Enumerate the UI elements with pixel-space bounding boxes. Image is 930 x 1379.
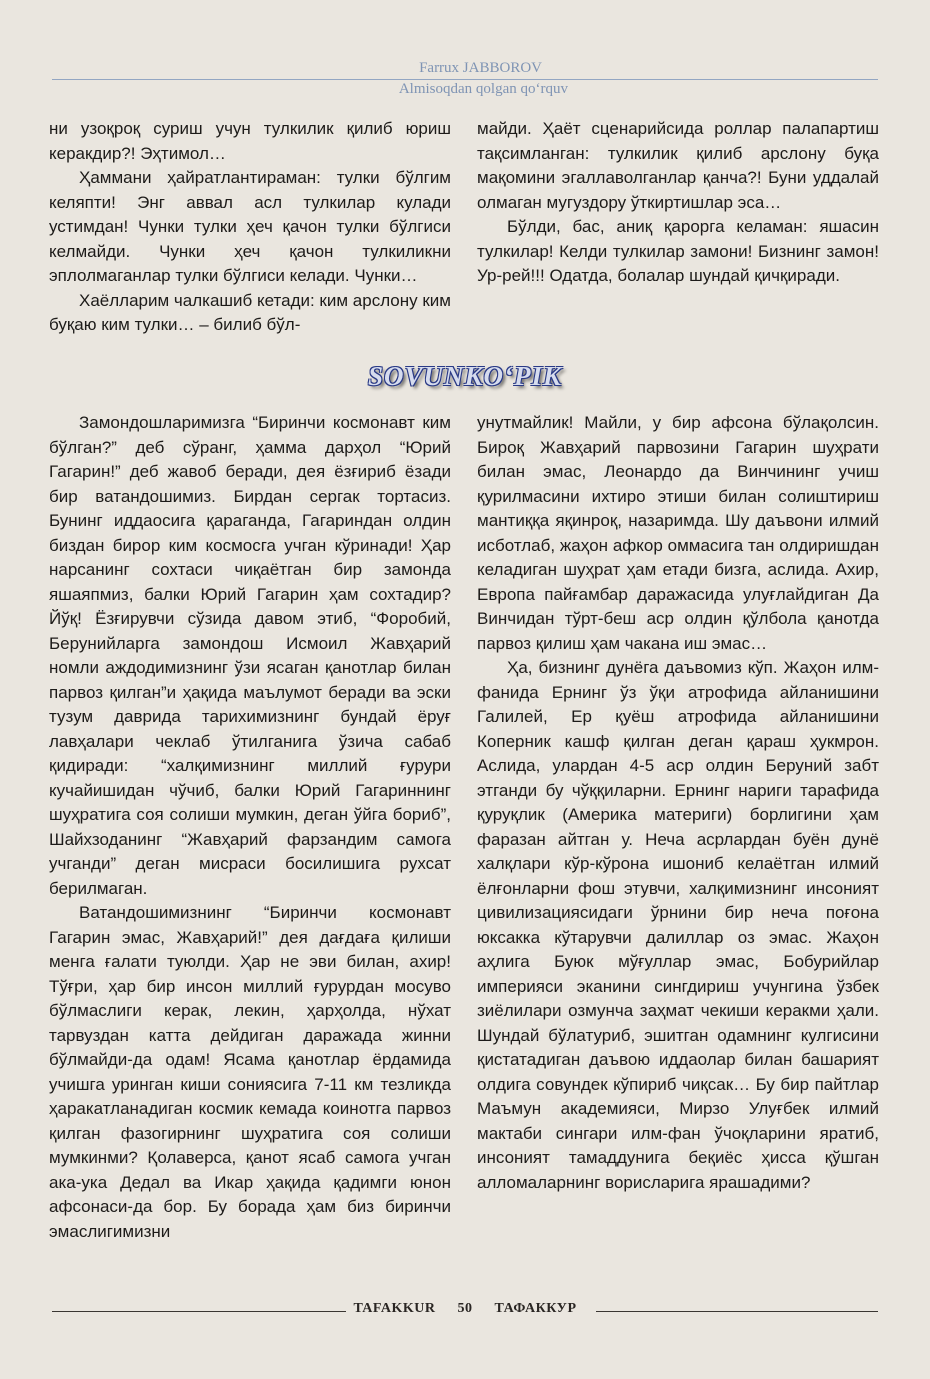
paragraph: Бўлди, бас, аниқ қарорга келаман: яшасин тулкилар! Келди тулкилар замони! Бизнинг замон! Ур-рей!!! Одатда, болалар шундай қичқиради. <box>477 217 879 285</box>
paragraph: Хаёлларим чалкашиб кетади: ким арслону ким буқаю ким тулки… – билиб бўл- <box>49 290 451 334</box>
section-title: SOVUNKO‘PIK <box>367 361 563 391</box>
magazine-name-latin: TAFAKKUR <box>353 1301 436 1316</box>
paragraph: Ҳа, бизнинг дунёга даъвомиз кўп. Жаҳон илм-фанида Ернинг ўз ўқи атрофида айланишини Галилей, Ер қуёш атрофида айланишини Коперник кашф қилган деган қараш ҳукмрон. Аслида, улардан 4-5 аср олдин Беруний забт этганди бу чўққиларни. Ернинг нариги тарафида қуруқлик (Америка материги) борлигини ҳам фаразан айтган у. Неча асрлардан буён дунё халқлари кўр-кўрона ишониб келаётган илмий ёлғонларни фош этувчи, халқимизнинг инсоният цивилизациясидаги ўрнини бир неча поғона юксакка кўтарувчи далиллар оз эмас. Жаҳон аҳлига Буюк мўғуллар эмас, Бобурийлар империяси эканини сингдириш учунгина ўзбек зиёлилари озмунча заҳмат чекиши керакми ҳали. Шундай бўлатуриб, эшитган одамнинг кулгисини қистатадиган даъвою иддаолар билан башарият олдига совундек кўпириб чиқсак… Бу бир пайтлар Маъмун академияси, Мирзо Улуғбек илмий мактаби сингари илм-фан ўчоқларини яратиб, инсоният тамаддунига беқиёс ҳисса қўшган алломаларнинг ворисларига ярашадими? <box>477 658 879 1192</box>
footer-text <box>52 1301 878 1317</box>
top-left-column <box>49 117 451 338</box>
running-header <box>52 56 878 100</box>
paragraph: Ватандошимизнинг “Биринчи космонавт Гагарин эмас, Жавҳарий!” дея дағдаға қилиши менга ғалати туюлди. Ҳар не эви билан, ахир! Тўғри, ҳар бир инсон миллий ғурурдан мосуво бўлмаслиги керак, лекин, ҳарҳолда, нўхат тарвуздан катта дейдиган даражада жинни бўлмайди-да одам! Ясама қанотлар ёрдамида учишга уринган киши сониясига 7-11 км тезликда ҳаракатланадиган космик кемада коинотга парвоз қилган фазогирнинг шуҳратига соя солиши мумкинми? Қолаверса, қанот ясаб самога учган ака-ука Дедал ва Икар ҳақида қадимги юнон афсонаси-да бор. Бу борада ҳам биз биринчи эмаслигимизни <box>49 903 451 1241</box>
header-rule <box>52 79 878 80</box>
author-name: Farrux JABBOROV <box>419 60 542 76</box>
top-right-column <box>477 117 879 289</box>
page-footer <box>52 1301 878 1321</box>
main-right-column <box>477 411 879 1195</box>
page-number: 50 <box>457 1301 473 1316</box>
article-subtitle: Almisoqdan qolgan qo‘rquv <box>398 81 568 97</box>
paragraph: майди. Ҳаёт сценарийсида роллар палапартиш тақсимланган: тулкилик қилиб арслону буқа мақомини эгаллаволганлар қанча?! Буни уддалай олмаган мугуздору ўткиртишлар эса… <box>477 119 879 212</box>
paragraph: Ҳаммани ҳайратлантираман: тулки бўлгим келяпти! Энг аввал асл тулкилар кулади устимдан! Чунки тулки ҳеч қачон тулки бўлгиси келмайди. Чунки ҳеч қачон тулкиликни эплолмаганлар тулки бўлгиси келади. Чунки… <box>49 168 451 285</box>
paragraph: ни узоқроқ суриш учун тулкилик қилиб юриш керакдир?! Эҳтимол… <box>49 119 451 163</box>
magazine-name-cyrillic: ТАФАККУР <box>494 1301 577 1316</box>
paragraph: Замондошларимизга “Биринчи космонавт ким бўлган?” деб сўранг, ҳамма дарҳол “Юрий Гагарин!” деб жавоб беради, дея ёзғириб ёзади бир ватандошимиз. Бирдан сергак тортасиз. Бунинг иддаосига қараганда, Гагариндан олдин биздан бирор ким космосга учган кўринади! Ҳар нарсанинг сохтаси чиқаётган бир замонда яшаяпмиз, балки Юрий Гагарин ҳам сохтадир? Йўқ! Ёзғирувчи сўзида давом этиб, “Форобий, Берунийларга замондош Исмоил Жавҳарий номли аждодимизнинг ўзи ясаган қанотлар билан парвоз қилган”и ҳақида маълумот беради ва эски тузум даврида тарихимизнинг бундай ёруғ лавҳалари чеклаб ўтилганига ўзича сабаб қидиради: “халқимизнинг миллий ғурури кучайишидан чўчиб, балки Юрий Гагариннинг шуҳратига соя солиши мумкин, деган ўйга бориб”, Шайхзоданинг “Жавҳарий фарзандим самога учганди” деган мисраси босилишига рухсат берилмаган. <box>49 413 451 898</box>
main-left-column <box>49 411 451 1244</box>
paragraph: унутмайлик! Майли, у бир афсона бўлақолсин. Бироқ Жавҳарий парвозини Гагарин шуҳрати билан эмас, Леонардо да Винчининг учиш қурилмасини ихтиро этиши билан солиштириш мантиққа яқинроқ, назаримда. Шу даъвони илмий исботлаб, жаҳон афкор оммасига тан олдиришдан келадиган шуҳрат ҳам етади бизга, аслида. Ахир, Европа пайғамбар даражасида улуғлайдиган Да Винчидан тўрт-беш аср олдин қўлбола қанотда парвоз қилиш ҳам чакана иш эмас… <box>477 413 879 653</box>
